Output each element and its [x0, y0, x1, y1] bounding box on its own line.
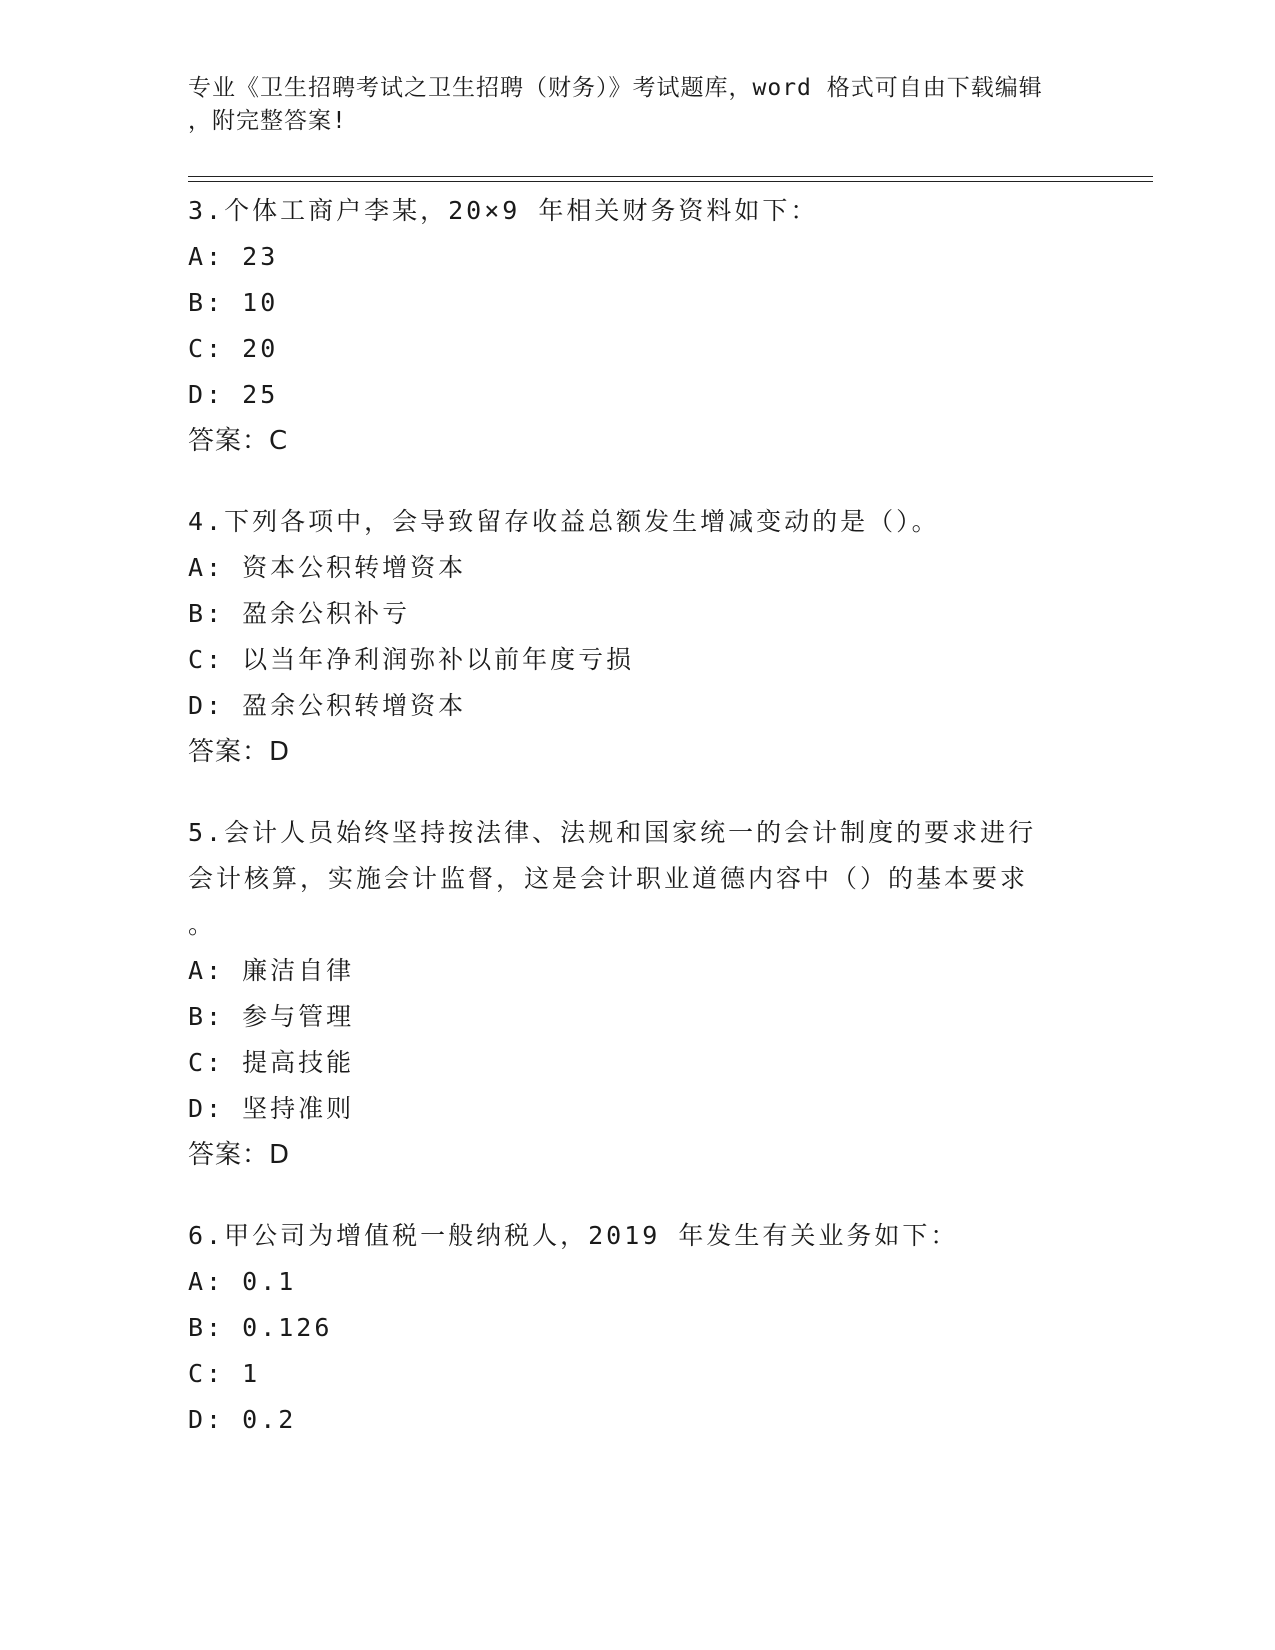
option-d: D: 盈余公积转增资本 [188, 691, 467, 720]
header-divider-top [188, 176, 1153, 177]
option-a: A: 资本公积转增资本 [188, 553, 467, 582]
question-stem-line-2: 会计核算，实施会计监督，这是会计职业道德内容中（）的基本要求 [188, 864, 1029, 893]
header-line-1: 专业《卫生招聘考试之卫生招聘（财务）》考试题库，word 格式可自由下载编辑 [188, 75, 1043, 101]
option-a: A: 0.1 [188, 1267, 297, 1296]
option-d: D: 坚持准则 [188, 1094, 355, 1123]
document-header [188, 72, 1068, 138]
option-c: C: 20 [188, 334, 279, 363]
question-stem: 4.下列各项中，会导致留存收益总额发生增减变动的是（）。 [188, 507, 940, 536]
option-d: D: 0.2 [188, 1405, 297, 1434]
option-c: C: 提高技能 [188, 1048, 355, 1077]
header-divider-bottom [188, 181, 1153, 182]
answer: 答案：D [188, 737, 291, 767]
option-c: C: 1 [188, 1359, 261, 1388]
question-6 [188, 1213, 1088, 1443]
option-c: C: 以当年净利润弥补以前年度亏损 [188, 645, 635, 674]
option-a: A: 23 [188, 242, 279, 271]
question-stem: 3.个体工商户李某，20×9 年相关财务资料如下： [188, 196, 819, 225]
header-line-2: ，附完整答案! [188, 108, 347, 134]
option-d: D: 25 [188, 380, 279, 409]
question-stem-line-1: 5.会计人员始终坚持按法律、法规和国家统一的会计制度的要求进行 [188, 818, 1037, 847]
question-list [188, 188, 1088, 1478]
question-3 [188, 188, 1088, 464]
question-stem: 6.甲公司为增值税一般纳税人，2019 年发生有关业务如下： [188, 1221, 959, 1250]
question-5 [188, 810, 1088, 1178]
option-b: B: 盈余公积补亏 [188, 599, 411, 628]
answer: 答案：D [188, 1140, 291, 1170]
question-stem-line-3: 。 [188, 910, 217, 939]
question-4 [188, 499, 1088, 775]
option-b: B: 0.126 [188, 1313, 333, 1342]
option-b: B: 参与管理 [188, 1002, 355, 1031]
answer: 答案：C [188, 426, 289, 456]
option-b: B: 10 [188, 288, 279, 317]
option-a: A: 廉洁自律 [188, 956, 355, 985]
